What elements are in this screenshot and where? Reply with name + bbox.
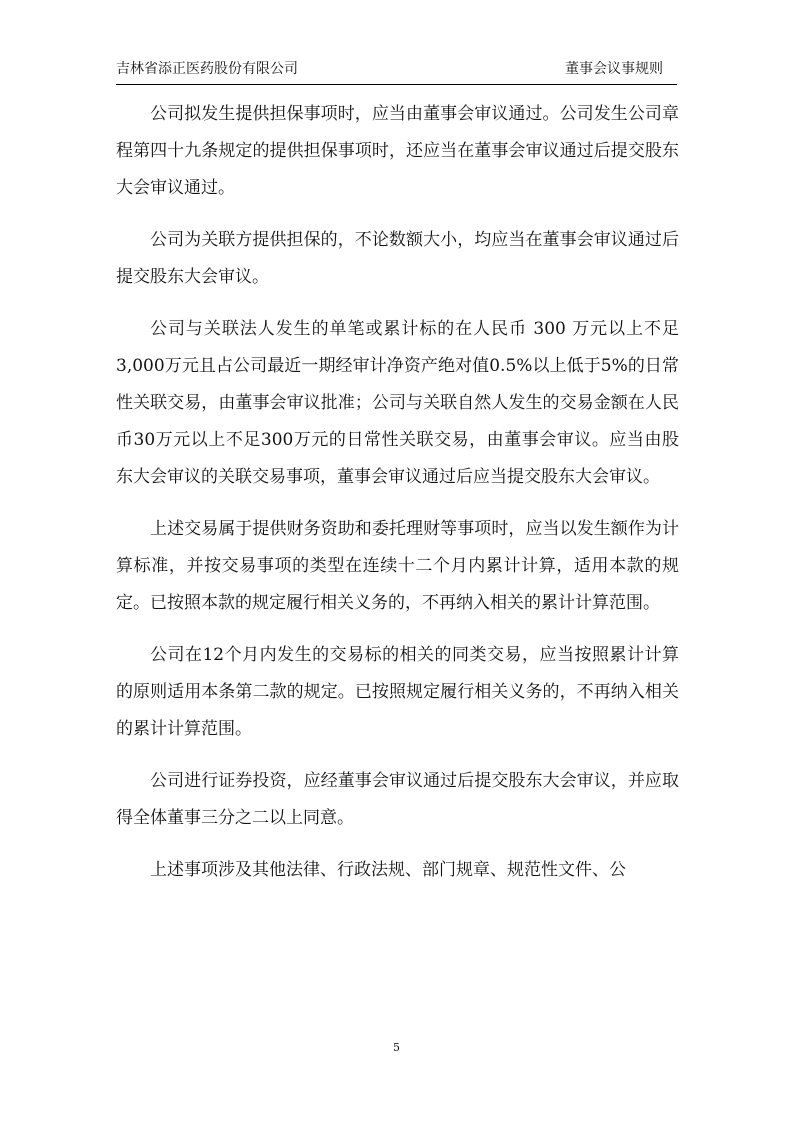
page-number: 5	[393, 1041, 400, 1054]
paragraph: 上述交易属于提供财务资助和委托理财等事项时，应当以发生额作为计算标准，并按交易事项的类型在连续十二个月内累计计算，适用本款的规定。已按照本款的规定履行相关义务的，不再纳入相关的累计计算范围。	[116, 519, 679, 613]
paragraph: 公司拟发生提供担保事项时，应当由董事会审议通过。公司发生公司章程第四十九条规定的提供担保事项时，还应当在董事会审议通过后提交股东大会审议通过。	[116, 104, 679, 198]
document-body	[116, 96, 679, 889]
paragraph: 公司进行证券投资，应经董事会审议通过后提交股东大会审议，并应取得全体董事三分之二以上同意。	[116, 771, 679, 828]
header-document-title: 董事会议事规则	[565, 61, 663, 77]
paragraph: 上述事项涉及其他法律、行政法规、部门规章、规范性文件、公	[150, 860, 626, 880]
page-header	[116, 56, 677, 85]
paragraph: 公司在12个月内发生的交易标的相关的同类交易，应当按照累计计算的原则适用本条第二款的规定。已按照规定履行相关义务的，不再纳入相关的累计计算范围。	[116, 645, 679, 739]
paragraph: 公司与关联法人发生的单笔或累计标的在人民币 300 万元以上不足3,000万元且占公司最近一期经审计净资产绝对值0.5%以上低于5%的日常性关联交易，由董事会审议批准；公司与关联自然人发生的交易金额在人民币30万元以上不足300万元的日常性关联交易，由董事会审议。应当由股东大会审议的关联交易事项，董事会审议通过后应当提交股东大会审议。	[116, 319, 679, 487]
paragraph: 公司为关联方提供担保的，不论数额大小，均应当在董事会审议通过后提交股东大会审议。	[116, 230, 679, 287]
header-company-name: 吉林省添正医药股份有限公司	[116, 61, 298, 77]
